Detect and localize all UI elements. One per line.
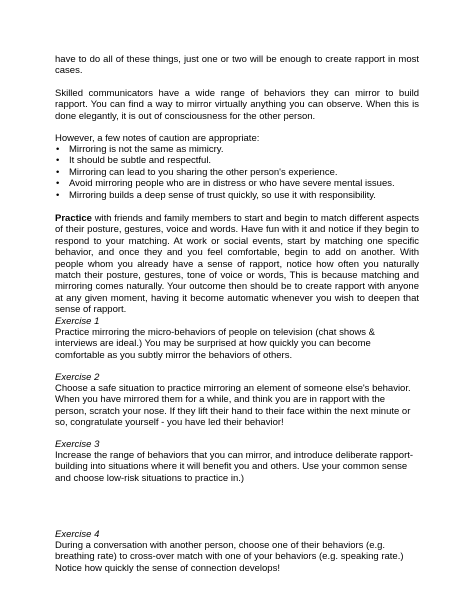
intro-paragraph: have to do all of these things, just one or two will be enough to create rapport in most cases.	[55, 54, 419, 77]
exercise-1-title: Exercise 1	[55, 316, 100, 327]
caution-intro: However, a few notes of caution are appropriate:	[55, 133, 260, 144]
list-item	[55, 167, 435, 178]
exercise-1-text: Practice mirroring the micro-behaviors of people on television (chat shows & interviews are ideal.) You may be surprised at how quickly you can become comfortable as you subtly mirror the behaviors of others.	[55, 327, 375, 361]
list-item-text: Mirroring can lead to you sharing the other person's experience.	[69, 166, 338, 178]
list-item-text: Mirroring is not the same as mimicry.	[69, 144, 224, 155]
exercise-2-text: Choose a safe situation to practice mirroring an element of someone else's behavior. When you have mirrored them for a while, and think you are in rapport with the person, scratch your nose. If they lift their hand to their face within the next minute or so, congratulate yourself - you have led their behavior!	[55, 383, 411, 429]
bullet-icon: •	[56, 144, 60, 155]
bullet-icon: •	[56, 166, 60, 178]
exercise-3-text: Increase the range of behaviors that you can mirror, and introduce deliberate rapport-building into situations where it will benefit you and others. Use your common sense and choose low-risk situations to practice in.)	[55, 450, 414, 484]
exercise-4-text: During a conversation with another person, choose one of their behaviors (e.g. breathing rate) to cross-over match with one of your behaviors (e.g. speaking rate.) Notice how quickly the sense of connection develops!	[55, 540, 404, 574]
exercise-3-title: Exercise 3	[55, 439, 100, 450]
practice-text: with friends and family members to start and begin to match different aspects of their posture, gestures, voice and words. Have fun with it and notice if they begin to respond to your matching. At work or social events, start by matching one specific behavior, and once they and you feel comfortable, begin to add on another. With people whom you already have a sense of rapport, notice how often you naturally match their posture, gestures, tone of voice or words, This is because matching and mirroring comes naturally. Your outcome then should be to create rapport with anyone at any given moment, having it become automatic whenever you wish to deepen that sense of rapport.	[55, 213, 419, 316]
exercise-4-title: Exercise 4	[55, 529, 100, 540]
list-item-text: Mirroring builds a deep sense of trust quickly, so use it with responsibility.	[69, 189, 376, 201]
list-item	[55, 144, 435, 155]
practice-paragraph	[55, 213, 419, 316]
list-item-text: It should be subtle and respectful.	[69, 155, 212, 167]
caution-list	[55, 144, 435, 201]
list-item-text: Avoid mirroring people who are in distress or who have severe mental issues.	[69, 178, 395, 190]
list-item	[55, 190, 435, 201]
bullet-icon: •	[56, 155, 60, 167]
mirroring-paragraph: Skilled communicators have a wide range of behaviors they can mirror to build rapport. You can find a way to mirror virtually anything you can observe. When this is done elegantly, it is out of consciousness for the other person.	[55, 88, 419, 122]
exercise-2-title: Exercise 2	[55, 372, 100, 383]
list-item	[55, 155, 435, 166]
bullet-icon: •	[56, 178, 60, 190]
practice-label: Practice	[55, 213, 92, 224]
bullet-icon: •	[56, 189, 60, 201]
list-item	[55, 178, 435, 189]
